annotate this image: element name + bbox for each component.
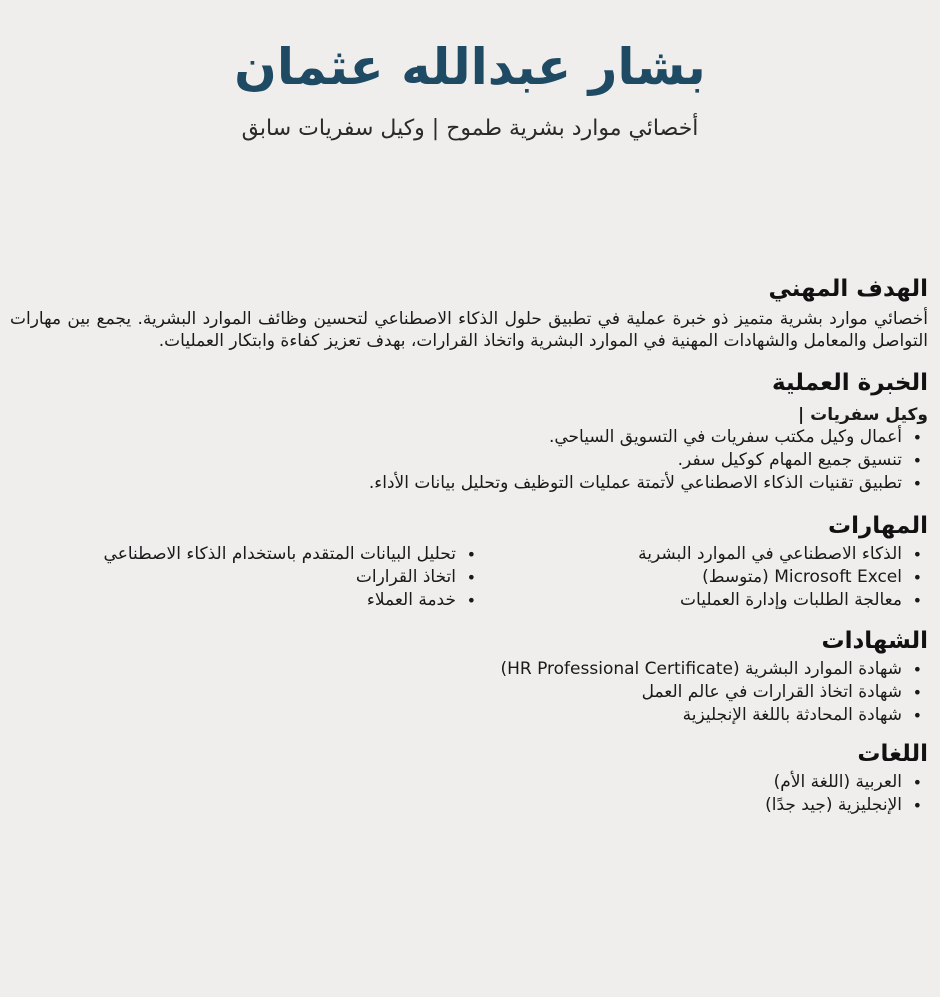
list-item: • شهادة المحادثة باللغة الإنجليزية: [10, 704, 902, 727]
certificates-title: الشهادات: [821, 628, 928, 654]
job-title: وكيل سفريات |: [798, 405, 928, 425]
list-item: • تنسيق جميع المهام كوكيل سفر.: [10, 449, 902, 472]
experience-list: [10, 426, 928, 495]
list-item: • معالجة الطلبات وإدارة العمليات: [482, 589, 902, 612]
resume-content: [10, 272, 928, 817]
list-item: • شهادة اتخاذ القرارات في عالم العمل: [10, 681, 902, 704]
list-item: • اتخاذ القرارات: [36, 566, 456, 589]
objective-text: أخصائي موارد بشرية متميز ذو خبرة عملية في تطبيق حلول الذكاء الاصطناعي لتحسين وظائف الموارد البشرية. يجمع بين مهارات التواصل والمعامل والشهادات المهنية في الموارد البشرية واتخاذ القرارات، بهدف تعزيز كفاءة وابتكار العمليات.: [10, 309, 928, 351]
list-item: • العربية (اللغة الأم): [10, 771, 902, 794]
skills-column-left: [36, 543, 482, 612]
languages-list: [10, 771, 928, 817]
skills-grid: [10, 543, 928, 612]
person-name: بشار عبدالله عثمان: [234, 38, 706, 96]
objective-title: الهدف المهني: [768, 276, 928, 302]
list-item: • خدمة العملاء: [36, 589, 456, 612]
skills-title: المهارات: [828, 513, 928, 539]
list-item: • الإنجليزية (جيد جدًا): [10, 794, 902, 817]
list-item: • أعمال وكيل مكتب سفريات في التسويق السياحي.: [10, 426, 902, 449]
person-subtitle: أخصائي موارد بشرية طموح | وكيل سفريات سابق: [241, 116, 699, 141]
languages-title: اللغات: [857, 741, 928, 767]
list-item: • الذكاء الاصطناعي في الموارد البشرية: [482, 543, 902, 566]
certificates-list: [10, 658, 928, 727]
experience-title: الخبرة العملية: [771, 370, 928, 396]
list-item: • شهادة الموارد البشرية (HR Professional Certificate): [10, 658, 902, 681]
list-item: • Microsoft Excel (متوسط): [482, 566, 902, 589]
list-item: • تطبيق تقنيات الذكاء الاصطناعي لأتمتة عمليات التوظيف وتحليل بيانات الأداء.: [10, 472, 902, 495]
skills-column-right: [482, 543, 928, 612]
list-item: • تحليل البيانات المتقدم باستخدام الذكاء الاصطناعي: [36, 543, 456, 566]
